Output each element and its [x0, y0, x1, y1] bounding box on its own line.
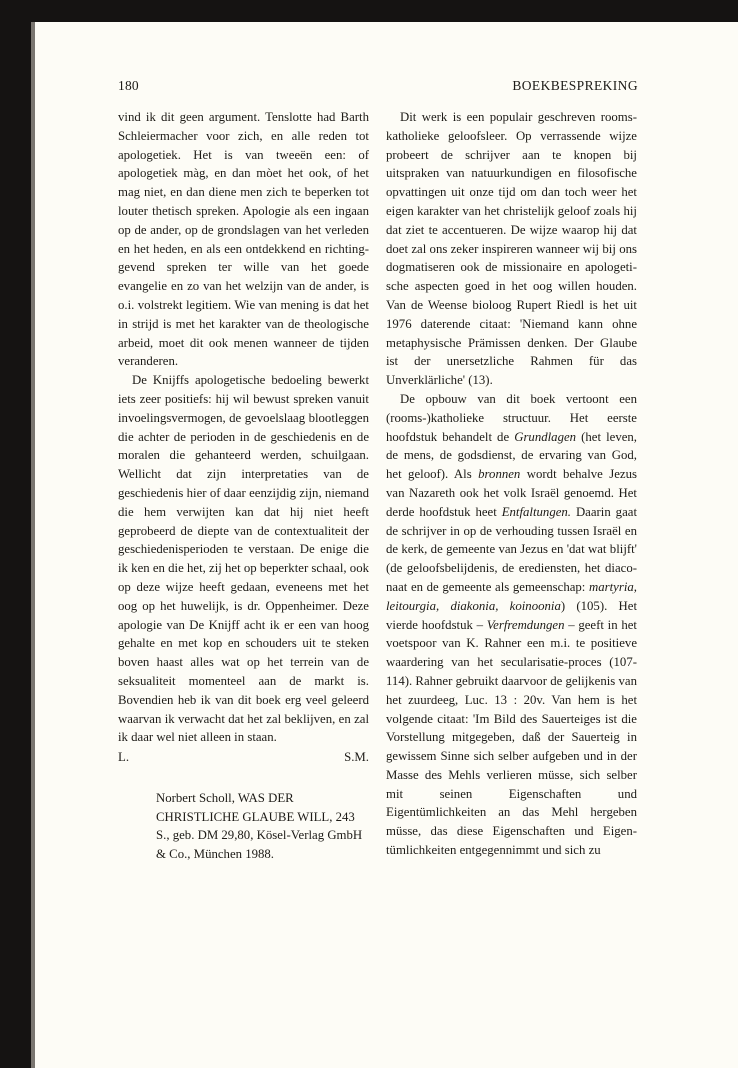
signature-initials: S.M.	[344, 750, 369, 765]
paragraph-structure	[386, 390, 637, 860]
review-signature	[118, 748, 369, 767]
text-run: – geeft in het voetspoor van K. Rahner een m.i. te positieve waardering van het secularisatie-proces (107-114). Rahner gebruikt daarvoor de gelijkenis van het zuurdeeg, Luc. 13 : 20v. Van hem is het volgende citaat: 'Im Bild des Sauerteiges ist die Vorstellung mitgegeben, daß der Sauerteig in gewissem Sinne sich selber aufgeben und in der Masse des Mehls verlieren müsse, sich selber mit seinen Eigenschaften und Eigentümlichkeiten an das Mehl hergeben müsse, das diese Eigenschaften und Eigentümlichkeiten entgegennimmt und sich zu	[386, 617, 637, 858]
scan-border-top	[0, 0, 738, 22]
text-run: wordt behalve Jezus van Nazareth ook het volk Israël genoemd. Het derde hoofdstuk heet	[386, 467, 637, 519]
term-entfaltungen: Entfaltungen.	[501, 504, 572, 519]
text-run: Daarin gaat de schrijver in op de verhouding tussen Israël en de kerk, de gemeente van Jezus en 'dat wat blijft' (de geloofsbelijdenis, de erediensten, het diaconaat en de gemeente als gemeenschap:	[386, 504, 637, 594]
right-column	[386, 108, 637, 860]
paragraph-review-intro: Dit werk is een populair geschreven rooms-katholieke geloofsleer. Op verrassende wijze probeert de schrijver aan te knopen bij uitspraken van natuurkundigen en filosofische opvattingen uit onze tijd om dan toch weer het eigen karakter van het christelijk geloof zoals hij dat ziet te accentueren. De wijze waarop hij dat doet zal ons zeker inspireren wanneer wij bij ons dogmatiseren ook de missionaire en apologetische aspecten goed in het oog willen houden. Van de Weense bioloog Rupert Riedl is het uit 1976 daterende citaat: 'Niemand kann ohne metaphysische Prämissen denken. Der Glaube ist der unersetzliche Rahmen für das Unverklärliche' (13).	[386, 110, 637, 388]
signature-place: L.	[118, 750, 130, 765]
left-column	[118, 108, 369, 864]
text-run: (het leven, de mens, de godsdienst, de ervaring van God, het geloof). Als	[386, 429, 637, 482]
book-entry: Norbert Scholl, WAS DER CHRISTLICHE GLAUBE WILL, 243 S., geb. DM 29,80, Kösel-Verlag GmbH & Co., München 1988.	[156, 790, 363, 862]
term-grundlagen: Grundlagen	[514, 429, 577, 444]
paragraph-continued: vind ik dit geen argument. Tenslotte had Barth Schleiermacher voor zich, en alle reden tot apologetiek. Het is van tweeën een: of apologetiek màg, en dan mòet het ook, of het mag niet, en dan diene men zich te beperken tot louter thetisch spreken. Apologie als een ingaan op de ander, op de grondslagen van het verleden en het heden, en als een ontdekkend en richting-gevend spreken ter wille van het goede evangelie en zo van het welzijn van de ander, is o.i. volstrekt legitiem. Wie van mening is dat het in strijd is met het karakter van de theologische arbeid, moet dit ook menen wanneer de tijden veranderen.	[118, 110, 369, 369]
text-run: ) (105). Het vierde hoofdstuk –	[386, 598, 637, 632]
term-verfremdungen: Verfremdungen	[486, 617, 565, 632]
text-run: De opbouw van dit boek vertoont een (rooms-)katholieke structuur. Het eerste hoofdstuk behandelt de	[386, 391, 637, 444]
page-number: 180	[118, 78, 139, 93]
scan-border-left	[0, 0, 34, 1068]
paragraph-knijff: De Knijffs apologetische bedoeling bewerkt iets zeer positiefs: hij wil bewust spreken vanuit invoelingsvermogen, de gevoelslaag blootleggen die achter de perioden in de geschiedenis en de moralen die gehanteerd werden, schuilgaan. Wellicht dat zijn interpretaties van de geschiedenis hier of daar eenzijdig zijn, niemand die hem verwijten kan dat hij niet heeft geprobeerd de diepte van de contextualiteit der geschiedenisperioden te verstaan. De enige die ik ken en die het, zij het op beperkter schaal, ook op deze wijze heeft gedaan, eveneens met het oog op het huwelijk, is dr. Oppenheimer. Deze apologie van De Knijff acht ik er een van hoog gehalte en met kop en schouders uit te steken boven haast alles wat op het terrein van de seksualiteit momenteel aan de markt is. Bovendien heb ik van dit boek erg veel geleerd waarvan ik verwacht dat het zal beklijven, en zal ik daar wel niet alleen in staan.	[118, 373, 369, 745]
term-greek-list: martyria, leitourgia, diakonia, koinoonia	[386, 579, 637, 613]
term-bronnen: bronnen	[478, 467, 521, 482]
section-title: BOEKBESPREKING	[512, 78, 638, 93]
